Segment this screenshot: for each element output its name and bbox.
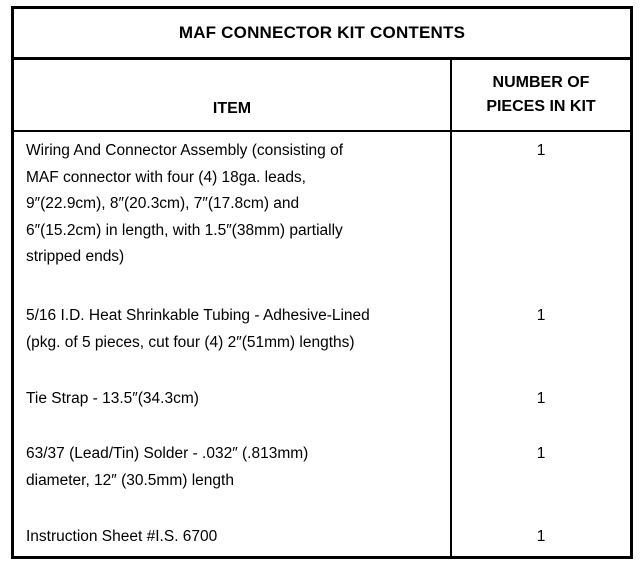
item-quantity: 1 xyxy=(536,390,546,407)
description-line: 63/37 (Lead/Tin) Solder - .032″ (.813mm) xyxy=(26,445,309,462)
description-line: diameter, 12″ (30.5mm) length xyxy=(26,471,234,489)
description-line: Wiring And Connector Assembly (consisting of xyxy=(26,142,344,159)
item-quantity: 1 xyxy=(536,528,546,545)
item-description xyxy=(26,138,444,271)
item-quantity: 1 xyxy=(536,445,546,462)
table-header-row xyxy=(14,60,630,132)
item-description xyxy=(26,386,444,413)
description-line: 9″(22.9cm), 8″(20.3cm), 7″(17.8cm) and xyxy=(26,195,300,212)
description-line: Instruction Sheet #I.S. 6700 xyxy=(26,528,218,545)
item-description xyxy=(26,441,444,494)
count-column-header xyxy=(452,60,630,130)
item-quantity: 1 xyxy=(536,307,546,324)
item-quantity: 1 xyxy=(536,142,546,159)
item-column-header: ITEM xyxy=(212,100,252,117)
description-line: MAF connector with four (4) 18ga. leads, xyxy=(26,168,306,186)
kit-contents-table xyxy=(11,6,633,559)
table-title: MAF CONNECTOR KIT CONTENTS xyxy=(14,9,630,60)
count-header-line-2: PIECES IN KIT xyxy=(486,98,596,115)
count-header-line-1: NUMBER OF xyxy=(492,74,590,91)
description-line: 5/16 I.D. Heat Shrinkable Tubing - Adhesive-Lined xyxy=(26,307,370,324)
description-line: 6″(15.2cm) in length, with 1.5″(38mm) partially xyxy=(26,221,343,239)
description-line: (pkg. of 5 pieces, cut four (4) 2″(51mm) lengths) xyxy=(26,333,355,351)
description-line: Tie Strap - 13.5″(34.3cm) xyxy=(26,390,199,407)
item-description xyxy=(26,524,444,551)
item-description xyxy=(26,303,444,356)
description-line: stripped ends) xyxy=(26,248,125,265)
